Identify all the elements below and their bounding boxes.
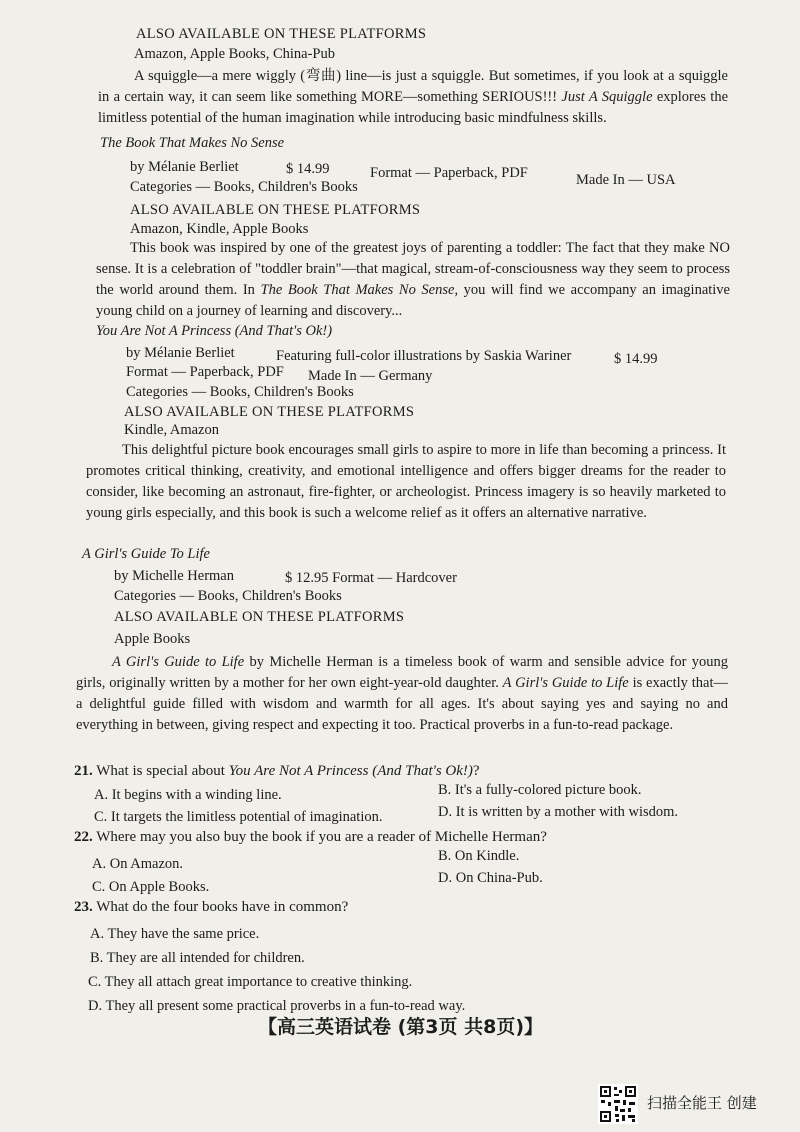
book-categories: Categories — Books, Children's Books [130, 179, 358, 195]
book-title-girls-guide: A Girl's Guide To Life [82, 546, 210, 562]
platforms-list-1: Amazon, Apple Books, China-Pub [134, 46, 335, 62]
scanner-watermark: 扫描全能王 创建 [647, 1094, 757, 1112]
question-22-option-b[interactable]: B. On Kindle. [438, 848, 520, 864]
qr-code-icon [598, 1084, 638, 1124]
question-22-stem: 22. Where may you also buy the book if you are a reader of Michelle Herman? [74, 829, 547, 845]
platforms-heading-3: ALSO AVAILABLE ON THESE PLATFORMS [124, 404, 415, 420]
question-23-option-d[interactable]: D. They all present some practical proverbs in a fun-to-read way. [88, 998, 466, 1014]
question-22-option-d[interactable]: D. On China-Pub. [438, 870, 543, 886]
squiggle-description: A squiggle—a mere wiggly (弯曲) line—is just a squiggle. But sometimes, if you look at a squiggle in a certain way, it can seem like something MORE—something SERIOUS!!! Just A Squiggle explores the limitless potential of the human imagination while introducing basic mindfulness skills. [98, 68, 728, 126]
book-description-princess: This delightful picture book encourages small girls to aspire to more in life than becoming a princess. It promotes critical thinking, creativity, and emotional intelligence and offers bigger dreams for the reader to consider, like becoming an astronaut, fire-fighter, or archeologist. Princess imagery is so heavily marketed to young girls especially, and this book is such a welcome relief as it offers an alternative narrative. [86, 442, 726, 521]
question-21-option-d[interactable]: D. It is written by a mother with wisdom. [438, 804, 679, 820]
platforms-list-2: Amazon, Kindle, Apple Books [130, 221, 309, 237]
question-21-stem: 21. What is special about You Are Not A Princess (And That's Ok!)? [74, 763, 480, 779]
platforms-heading-1: ALSO AVAILABLE ON THESE PLATFORMS [136, 26, 427, 42]
book-title-princess: You Are Not A Princess (And That's Ok!) [96, 323, 333, 339]
book-title-no-sense: The Book That Makes No Sense [100, 135, 285, 151]
book-categories: Categories — Books, Children's Books [114, 588, 342, 604]
book-format: Format — Paperback, PDF [370, 165, 528, 181]
question-21-option-b[interactable]: B. It's a fully-colored picture book. [438, 782, 642, 798]
page-footer: 【高三英语试卷 (第3页 共8页)】 [258, 1016, 544, 1038]
book-illustrations: Featuring full-color illustrations by Saskia Wariner [276, 348, 572, 364]
book-made-in: Made In — USA [576, 172, 676, 188]
question-23-stem: 23. What do the four books have in common? [74, 899, 349, 915]
book-price: $ 14.99 [286, 161, 330, 177]
book-description-no-sense: This book was inspired by one of the greatest joys of parenting a toddler: The fact that they make NO sense. It is a celebration of "toddler brain"—that magical, stream-of-consciousness way they seem to process the world around them. In The Book That Makes No Sense, you will find we accompany an imaginative young child on a journey of learning and discovery... [96, 240, 730, 319]
book-author: by Mélanie Berliet [130, 159, 239, 175]
book-categories: Categories — Books, Children's Books [126, 384, 354, 400]
book-price: $ 14.99 [614, 351, 658, 367]
book-author: by Michelle Herman [114, 568, 234, 584]
question-22-option-c[interactable]: C. On Apple Books. [92, 879, 210, 895]
question-23-option-c[interactable]: C. They all attach great importance to creative thinking. [88, 974, 413, 990]
platforms-heading-4: ALSO AVAILABLE ON THESE PLATFORMS [114, 609, 405, 625]
platforms-list-4: Apple Books [114, 631, 191, 647]
question-23-option-a[interactable]: A. They have the same price. [90, 926, 260, 942]
question-21-option-c[interactable]: C. It targets the limitless potential of imagination. [94, 809, 383, 825]
book-format: Format — Paperback, PDF [126, 364, 284, 380]
book-description-girls-guide: A Girl's Guide to Life by Michelle Herman is a timeless book of warm and sensible advice for young girls, originally written by a mother for her own eight-year-old daughter. A Girl's Guide to Life is exactly that—a delightful guide filled with wisdom and warmth for all ages. It's about saying yes and saying no and everything in between, giving respect and expecting it too. Practical proverbs in a fun-to-read package. [76, 654, 728, 733]
book-author: by Mélanie Berliet [126, 345, 235, 361]
question-22-option-a[interactable]: A. On Amazon. [92, 856, 184, 872]
question-23-option-b[interactable]: B. They are all intended for children. [90, 950, 305, 966]
platforms-list-3: Kindle, Amazon [124, 422, 220, 438]
book-price-format: $ 12.95 Format — Hardcover [285, 570, 457, 586]
book-made-in: Made In — Germany [308, 368, 433, 384]
question-21-option-a[interactable]: A. It begins with a winding line. [94, 787, 282, 803]
platforms-heading-2: ALSO AVAILABLE ON THESE PLATFORMS [130, 202, 421, 218]
